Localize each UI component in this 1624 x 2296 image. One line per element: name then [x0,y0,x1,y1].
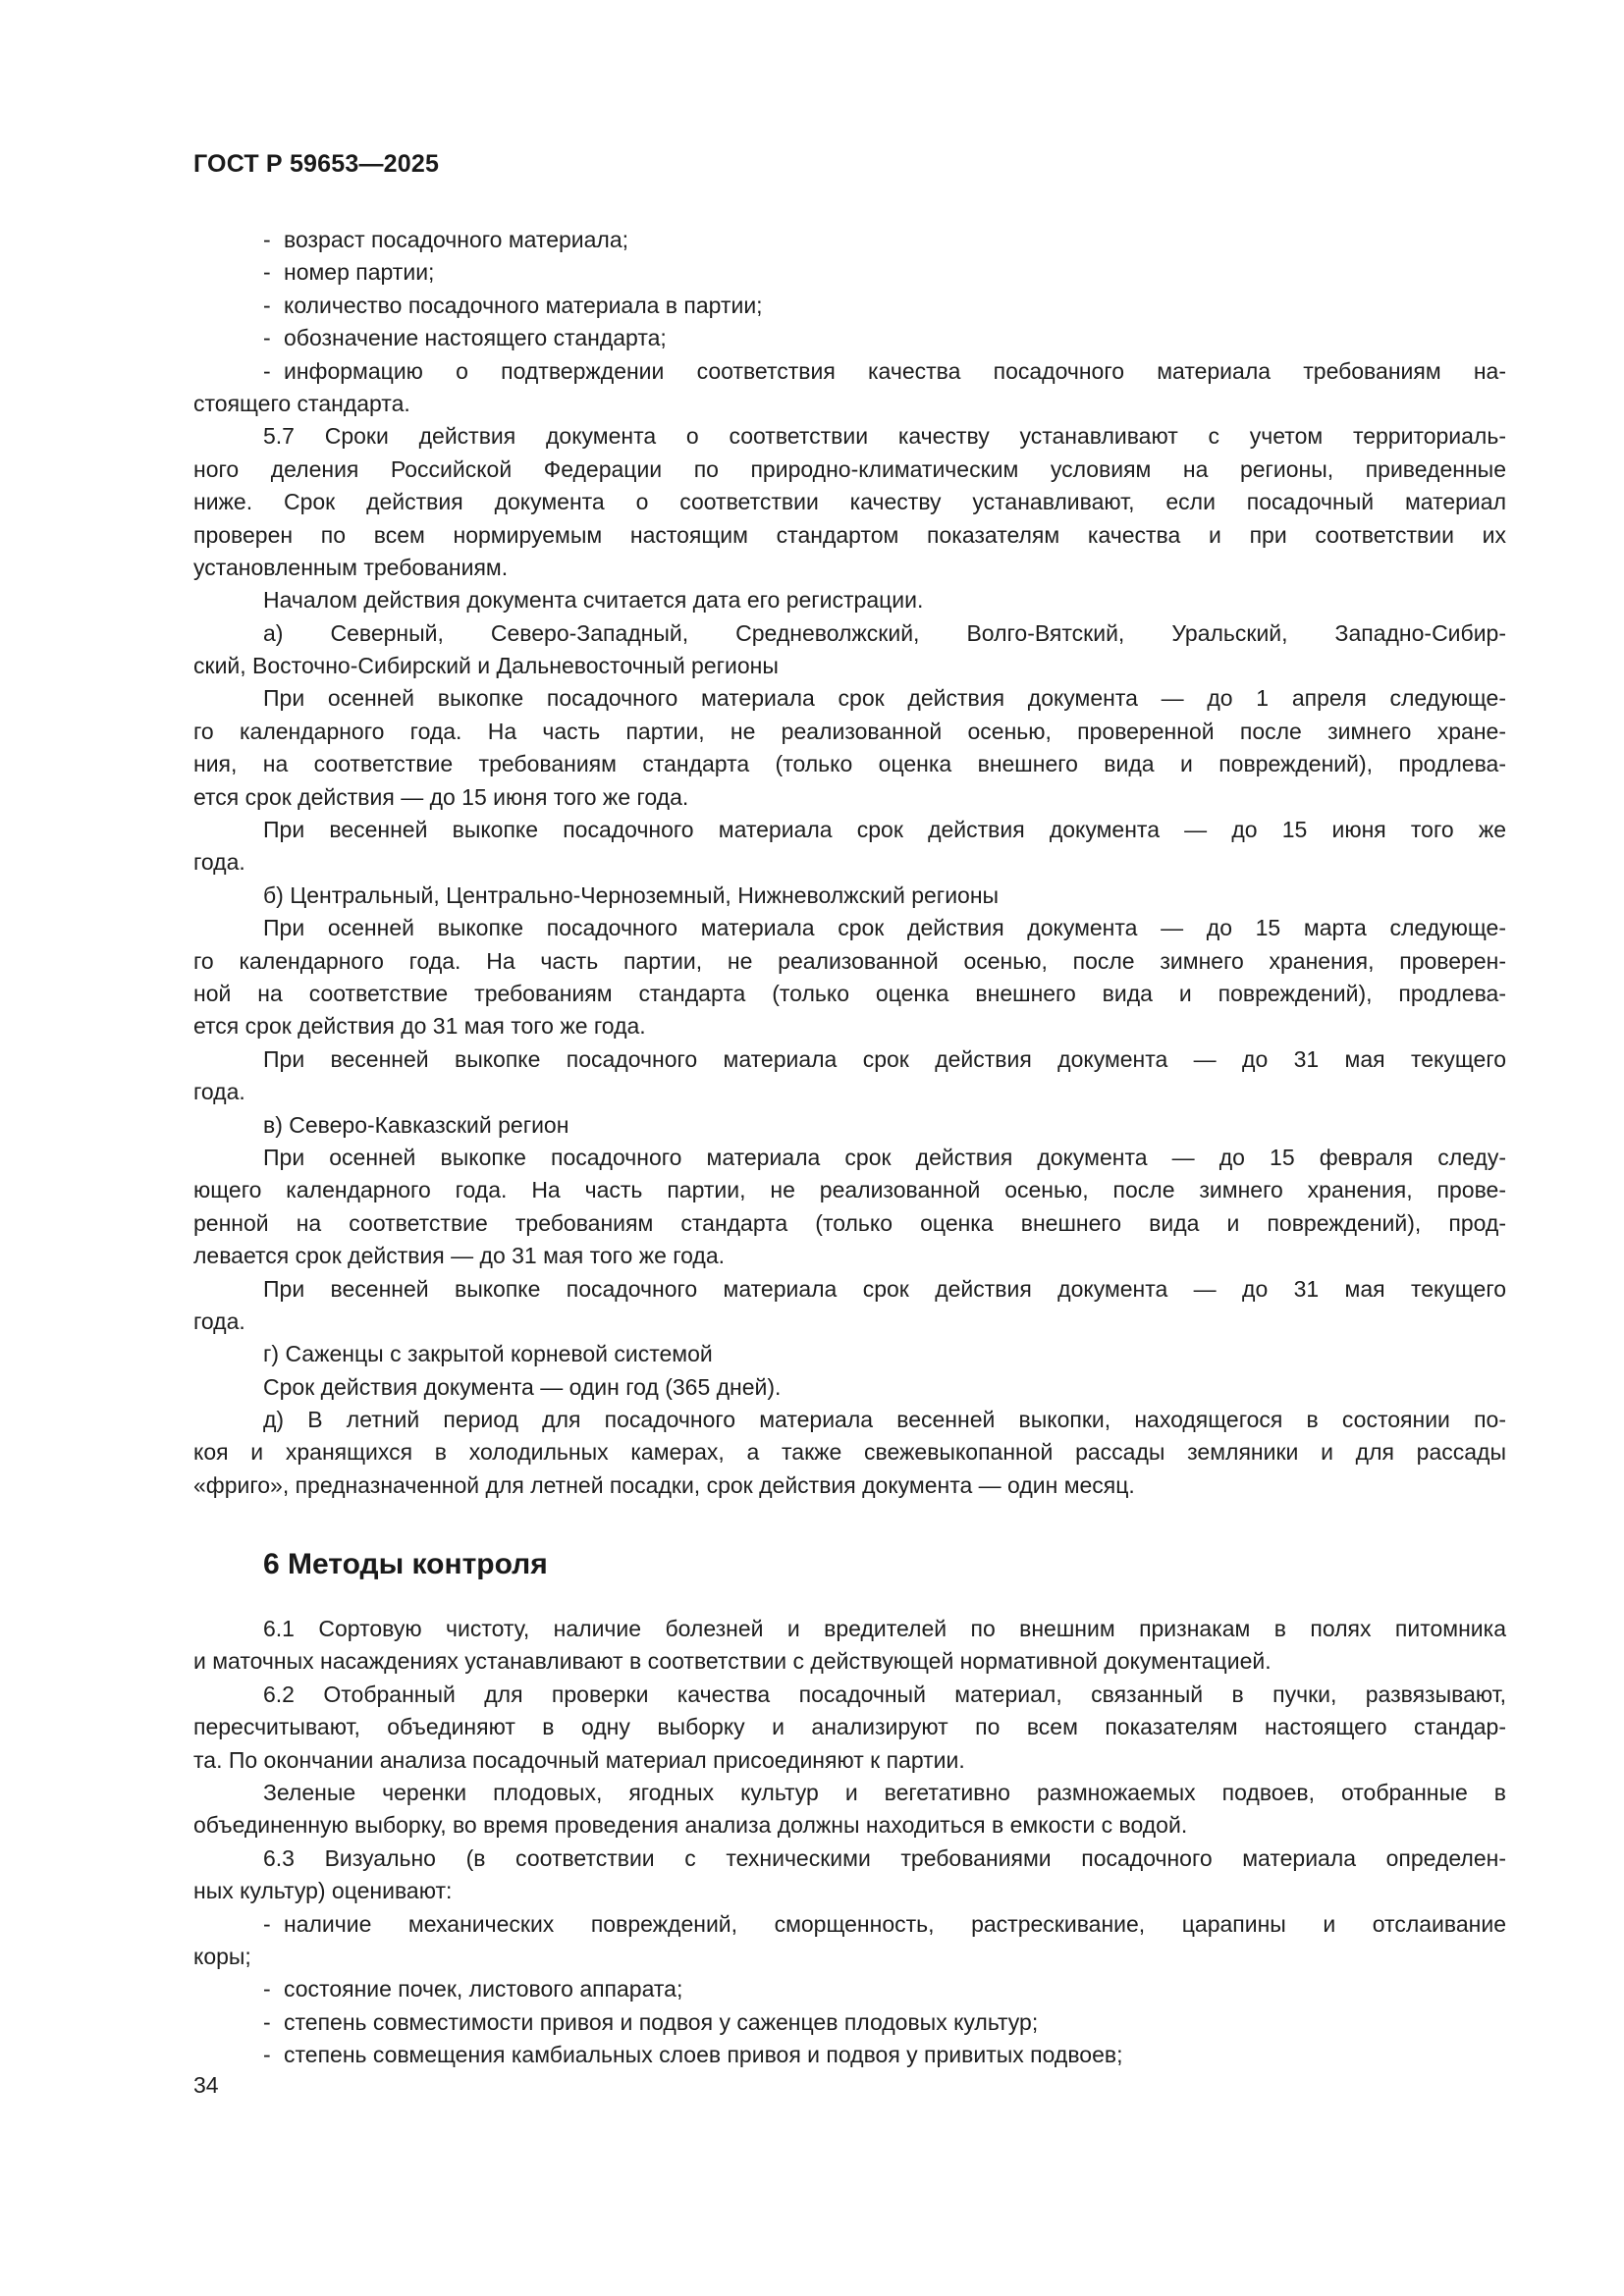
paragraph-first-line: д) В летний период для посадочного материала весенней выкопки, находящегося в состоянии по- [263,1407,1506,1433]
paragraph-first-line: в) Северо-Кавказский регион [263,1111,569,1138]
paragraph-line: коры; [193,1943,251,1969]
paragraph-first-line: б) Центральный, Центрально-Черноземный, Нижневолжский регионы [263,881,1000,908]
paragraph-first-line: Зеленые черенки плодовых, ягодных культур и вегетативно размножаемых подвоев, отобранные в [263,1779,1506,1805]
paragraph-line: пересчитывают, объединяют в одну выборку и анализируют по всем показателям настоящего стандар- [193,1714,1506,1740]
paragraph-first-line: При осенней выкопке посадочного материала срок действия документа — до 15 февраля следу- [263,1144,1506,1170]
paragraph-first-line: 6.1 Сортовую чистоту, наличие болезней и вредителей по внешним признакам в полях питомника [263,1616,1506,1641]
bullet-dash: - [263,2042,271,2068]
section-6-heading: 6 Методы контроля [263,1548,548,1580]
section-6-body [193,1613,1506,2071]
paragraph-line: го календарного года. На часть партии, не реализованной осенью, проверенной после зимнего хране- [193,718,1506,744]
list-item [193,290,1506,322]
paragraph-first-line: Началом действия документа считается дата его регистрации. [263,587,924,614]
list-item-text: степень совместимости привоя и подвоя у саженцев плодовых культур; [284,2008,1039,2035]
paragraph-line: ющего календарного года. На часть партии, не реализованной осенью, после зимнего хранения, прове- [193,1177,1506,1203]
paragraph-line: коя и хранящихся в холодильных камерах, а также свежевыкопанной рассады земляники и для рассады [193,1439,1506,1466]
list-item-text: номер партии; [284,259,435,286]
paragraph-line: ных культур) оценивают: [193,1878,453,1904]
bullet-dash: - [263,1976,271,2002]
paragraph-line: стоящего стандарта. [193,390,410,416]
paragraph-line: объединенную выборку, во время проведения анализа должны находиться в емкости с водой. [193,1812,1188,1839]
list-item [193,355,1506,388]
paragraph-first-line: При осенней выкопке посадочного материала срок действия документа — до 15 марта следующе- [263,915,1506,941]
paragraph-line: «фриго», предназначенной для летней посадки, срок действия документа — один месяц. [193,1471,1135,1498]
list-item-text: обозначение настоящего стандарта; [284,325,667,351]
paragraph-line: установленным требованиям. [193,554,509,580]
paragraph-line: года. [193,849,245,876]
bullet-dash: - [263,227,271,252]
bullet-dash: - [263,357,271,384]
paragraph-line: ренной на соответствие требованиям стандарта (только оценка внешнего вида и повреждений), прод- [193,1209,1506,1236]
bullet-dash: - [263,1910,271,1937]
paragraph-first-line: Срок действия документа — один год (365 дней). [263,1373,782,1400]
list-item [193,2006,1506,2039]
bullet-dash: - [263,292,271,318]
list-item [193,2039,1506,2071]
paragraph-line: проверен по всем нормируемым настоящим стандартом показателям качества и при соответствии их [193,521,1506,548]
paragraph-first-line: При осенней выкопке посадочного материала срок действия документа — до 1 апреля следующе- [263,685,1506,712]
list-item-text: состояние почек, листового аппарата; [284,1976,683,2002]
list-item [193,224,1506,256]
paragraph-first-line: 5.7 Сроки действия документа о соответствии качеству устанавливают с учетом территориаль- [263,423,1506,450]
paragraph-line: ется срок действия до 31 мая того же года. [193,1013,646,1040]
paragraph-first-line: 6.2 Отобранный для проверки качества посадочный материал, связанный в пучки, развязывают, [263,1681,1506,1707]
list-item [193,256,1506,289]
paragraph-line: ного деления Российской Федерации по природно-климатическим условиям на регионы, приведенные [193,455,1506,482]
bullet-dash: - [263,259,271,286]
paragraph-line: ский, Восточно-Сибирский и Дальневосточный регионы [193,653,779,679]
list-item [193,1908,1506,1941]
paragraph-line: и маточных насаждениях устанавливают в соответствии с действующей нормативной документацией. [193,1648,1272,1675]
paragraph-line: ной на соответствие требованиям стандарта (только оценка внешнего вида и повреждений), продлева- [193,980,1506,1006]
paragraph-first-line: 6.3 Визуально (в соответствии с техническими требованиями посадочного материала определен- [263,1844,1506,1871]
paragraph-first-line: При весенней выкопке посадочного материала срок действия документа — до 15 июня того же [263,817,1506,843]
paragraph-line: ется срок действия — до 15 июня того же года. [193,783,689,810]
list-item-text: количество посадочного материала в партии; [284,292,763,318]
list-item-text: степень совмещения камбиальных слоев привоя и подвоя у привитых подвоев; [284,2042,1123,2068]
paragraph-first-line: а) Северный, Северо-Западный, Средневолжский, Волго-Вятский, Уральский, Западно-Сибир- [263,619,1506,646]
paragraph-line: левается срок действия — до 31 мая того же года. [193,1243,726,1269]
list-item [193,1973,1506,2005]
paragraph-line: ниже. Срок действия документа о соответствии качеству устанавливают, если посадочный материал [193,489,1506,515]
list-item [193,322,1506,354]
document-code-header: ГОСТ Р 59653—2025 [193,150,440,178]
paragraph-first-line: При весенней выкопке посадочного материала срок действия документа — до 31 мая текущего [263,1275,1506,1302]
paragraph-first-line: г) Саженцы с закрытой корневой системой [263,1341,713,1367]
paragraph-line: ния, на соответствие требованиям стандарта (только оценка внешнего вида и повреждений), продлева- [193,751,1506,777]
paragraph-line: го календарного года. На часть партии, не реализованной осенью, после зимнего хранения, проверен- [193,947,1506,974]
bullet-dash: - [263,2008,271,2035]
paragraph-first-line: При весенней выкопке посадочного материала срок действия документа — до 31 мая текущего [263,1045,1506,1072]
paragraph-line: та. По окончании анализа посадочный материал присоединяют к партии. [193,1746,965,1773]
section-5-continuation [193,224,1506,1502]
page-number: 34 [193,2072,219,2098]
paragraph-line: года. [193,1308,245,1334]
list-item-text: информацию о подтверждении соответствия качества посадочного материала требованиям на- [284,357,1506,384]
list-item-text: возраст посадочного материала; [284,227,629,252]
bullet-dash: - [263,325,271,351]
paragraph-line: года. [193,1079,245,1105]
list-item-text: наличие механических повреждений, сморщенность, растрескивание, царапины и отслаивание [284,1910,1506,1937]
